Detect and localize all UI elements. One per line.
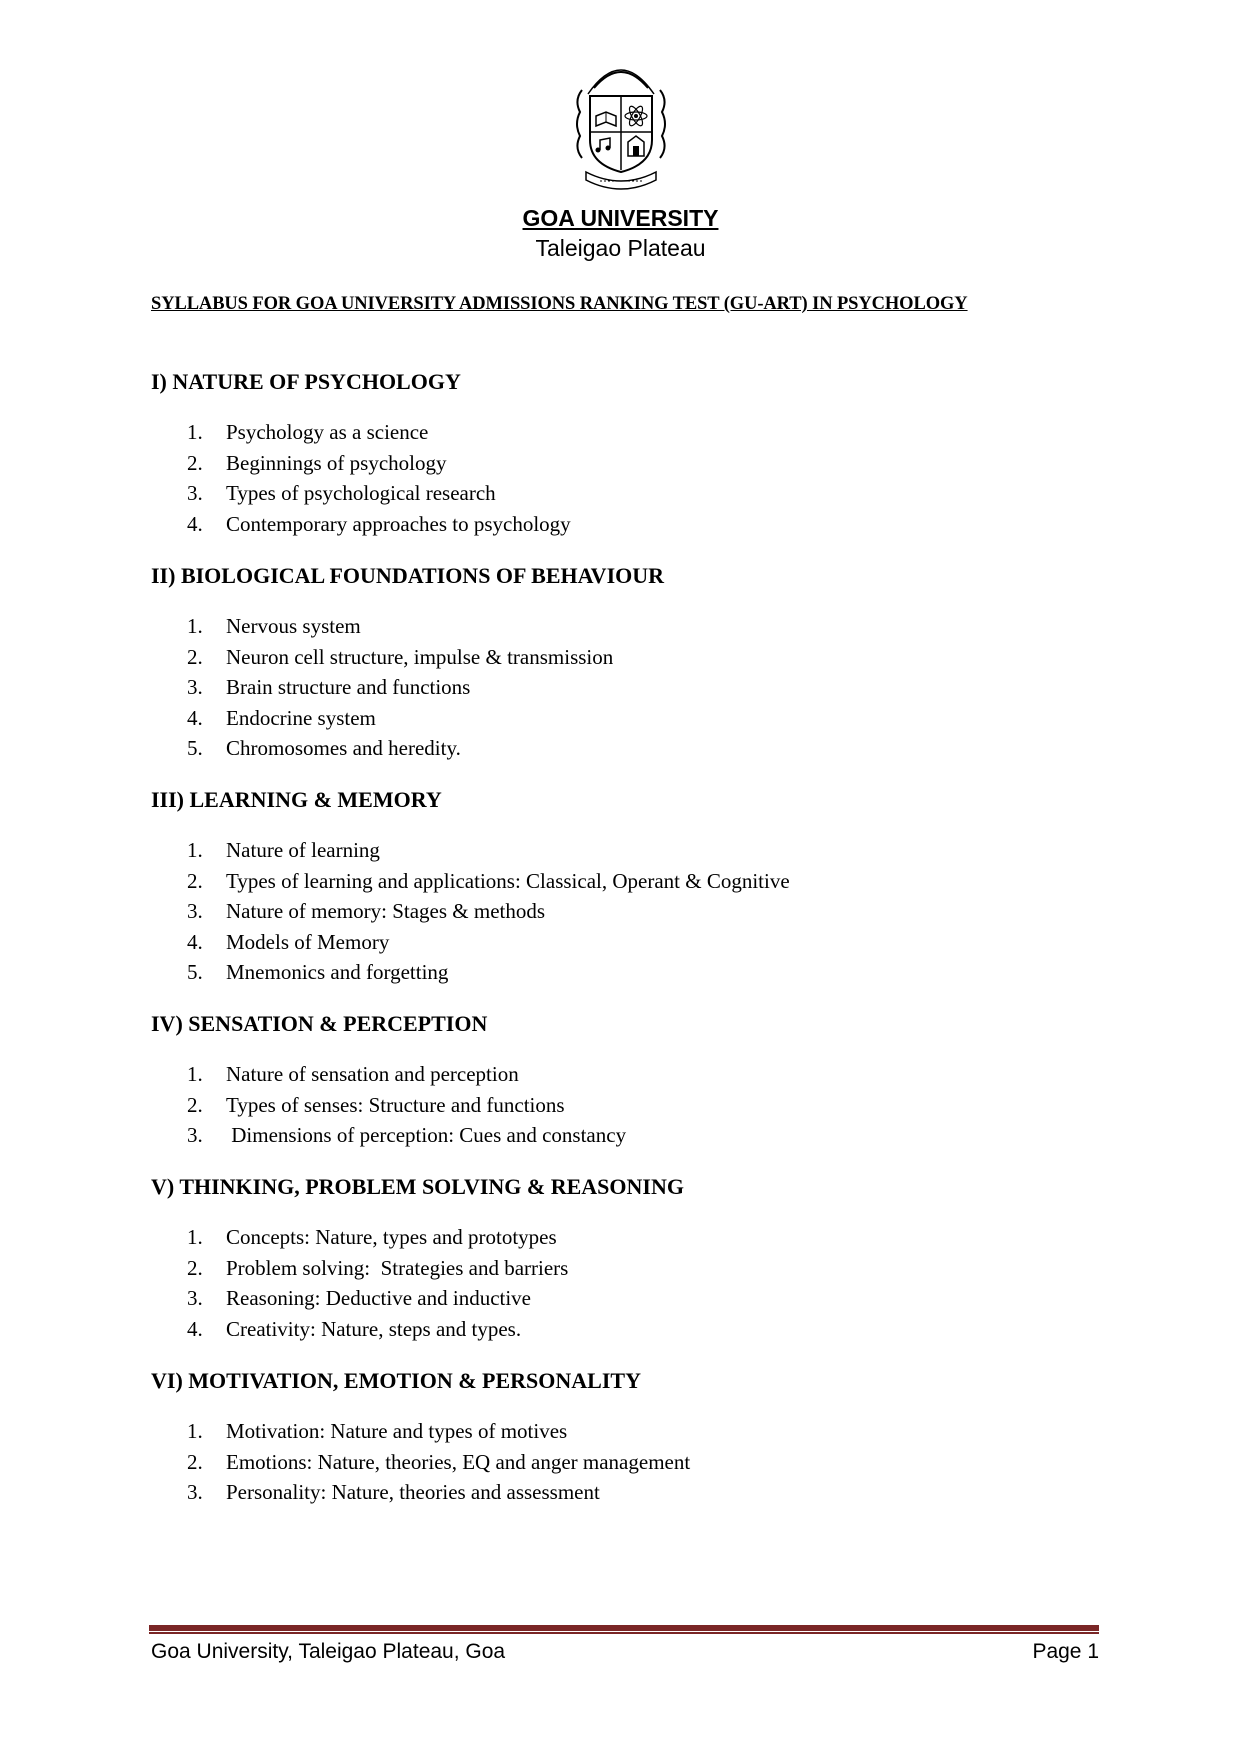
list-item: 3. Reasoning: Deductive and inductive bbox=[187, 1286, 532, 1310]
section-heading: I) NATURE OF PSYCHOLOGY bbox=[151, 369, 461, 394]
list-item: 4. Creativity: Nature, steps and types. bbox=[187, 1316, 522, 1341]
university-logo bbox=[572, 60, 670, 194]
list-item: 5. Chromosomes and heredity. bbox=[187, 736, 461, 760]
section-learning-memory bbox=[151, 785, 1111, 988]
list-item: 3. Types of psychological research bbox=[187, 481, 496, 505]
list-item: 5. Mnemonics and forgetting bbox=[187, 960, 449, 984]
footer-divider-thick bbox=[149, 1625, 1099, 1631]
list-item: 1. Psychology as a science bbox=[187, 420, 429, 444]
section-biological-foundations bbox=[151, 561, 1111, 764]
list-item: 2. Types of senses: Structure and functions bbox=[187, 1092, 565, 1117]
footer-divider-thin bbox=[149, 1632, 1099, 1634]
list-item: 4. Contemporary approaches to psychology bbox=[187, 511, 571, 536]
list-item: 4. Endocrine system bbox=[187, 705, 376, 730]
list-item: 2. Neuron cell structure, impulse & transmission bbox=[187, 644, 614, 669]
list-item: 3. Nature of memory: Stages & methods bbox=[187, 899, 546, 923]
list-item: 2. Emotions: Nature, theories, EQ and anger management bbox=[187, 1449, 691, 1474]
footer-address: Goa University, Taleigao Plateau, Goa bbox=[151, 1640, 506, 1663]
list-item: 3. Dimensions of perception: Cues and constancy bbox=[187, 1123, 627, 1147]
section-heading: IV) SENSATION & PERCEPTION bbox=[151, 1011, 488, 1036]
university-name: GOA UNIVERSITY bbox=[522, 205, 719, 231]
list-item: 2. Types of learning and applications: Classical, Operant & Cognitive bbox=[187, 868, 790, 893]
section-heading: III) LEARNING & MEMORY bbox=[151, 787, 442, 812]
syllabus-title: SYLLABUS FOR GOA UNIVERSITY ADMISSIONS RANKING TEST (GU-ART) IN PSYCHOLOGY bbox=[151, 294, 968, 314]
list-item: 3. Brain structure and functions bbox=[187, 675, 471, 699]
footer-divider bbox=[149, 1625, 1099, 1634]
list-item: 2. Beginnings of psychology bbox=[187, 450, 447, 475]
list-item: 2. Problem solving: Strategies and barriers bbox=[187, 1255, 569, 1280]
section-heading: II) BIOLOGICAL FOUNDATIONS OF BEHAVIOUR bbox=[151, 563, 665, 588]
list-item: 3. Personality: Nature, theories and assessment bbox=[187, 1480, 600, 1504]
list-item: 1. Nature of sensation and perception bbox=[187, 1062, 519, 1086]
list-item: 1. Nature of learning bbox=[187, 838, 380, 862]
section-nature-of-psychology bbox=[151, 367, 1111, 539]
university-location: Taleigao Plateau bbox=[535, 235, 706, 261]
section-thinking-reasoning bbox=[151, 1172, 1111, 1344]
section-heading: V) THINKING, PROBLEM SOLVING & REASONING bbox=[151, 1174, 684, 1199]
list-item: 1. Concepts: Nature, types and prototypes bbox=[187, 1225, 557, 1249]
list-item: 1. Nervous system bbox=[187, 614, 361, 638]
section-sensation-perception bbox=[151, 1009, 1111, 1151]
section-heading: VI) MOTIVATION, EMOTION & PERSONALITY bbox=[151, 1368, 641, 1393]
list-item: 1. Motivation: Nature and types of motives bbox=[187, 1419, 568, 1443]
page-number: Page 1 bbox=[1032, 1640, 1099, 1663]
list-item: 4. Models of Memory bbox=[187, 929, 390, 954]
section-motivation-emotion bbox=[151, 1366, 1111, 1508]
